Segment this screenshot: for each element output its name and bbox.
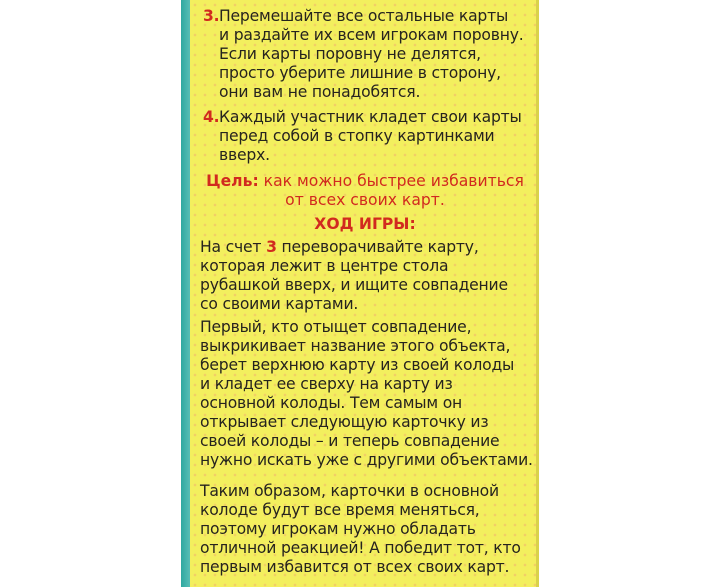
step-3-text (219, 7, 543, 102)
para-1-line: со своими картами. (200, 295, 359, 313)
goal-text-line-2: от всех своих карт. (285, 191, 445, 209)
section-heading: ХОД ИГРЫ: (314, 215, 416, 233)
para-3-line: колоде будут все время меняться, (200, 501, 480, 519)
step-3-line: Если карты поровну не делятся, (219, 45, 481, 63)
paragraph-3 (200, 482, 540, 577)
step-4-number: 4. (203, 108, 220, 126)
para-3-line: Таким образом, карточки в основной (200, 482, 499, 500)
para-2-line: нужно искать уже с другими объектами. (200, 451, 533, 469)
goal-label: Цель: (206, 172, 259, 190)
step-4-text (219, 108, 543, 165)
goal-statement (195, 172, 535, 210)
para-2-line: и кладет ее сверху на карту из (200, 375, 453, 393)
count-number: 3 (266, 238, 277, 256)
step-3-line: они вам не понадобятся. (219, 83, 421, 101)
para-1-prefix: На счет (200, 238, 262, 256)
para-3-line: первым избавится от всех своих карт. (200, 558, 510, 576)
step-4-line: Каждый участник кладет свои карты (219, 108, 522, 126)
para-1-suffix: переворачивайте карту, (281, 238, 479, 256)
step-3-number: 3. (203, 7, 220, 25)
para-2-line: основной колоды. Тем самым он (200, 394, 463, 412)
para-2-line: берет верхнюю карту из своей колоды (200, 356, 515, 374)
para-3-line: поэтому игрокам нужно обладать (200, 520, 476, 538)
para-2-line: Первый, кто отыщет совпадение, (200, 318, 472, 336)
step-4-line: вверх. (219, 146, 270, 164)
goal-text: как можно быстрее избавиться (263, 172, 524, 190)
para-3-line: отличной реакцией! А победит тот, кто (200, 539, 521, 557)
paragraph-1 (200, 238, 540, 314)
step-4-line: перед собой в стопку картинками (219, 127, 495, 145)
para-2-line: выкрикивает название этого объекта, (200, 337, 511, 355)
step-3-line: Перемешайте все остальные карты (219, 7, 509, 25)
step-3-line: просто уберите лишние в сторону, (219, 64, 501, 82)
para-2-line: своей колоды – и теперь совпадение (200, 432, 500, 450)
step-3-line: и раздайте их всем игрокам поровну. (219, 26, 524, 44)
step-3 (203, 7, 543, 102)
para-1-line: рубашкой вверх, и ищите совпадение (200, 276, 508, 294)
para-2-line: открывает следующую карточку из (200, 413, 489, 431)
paragraph-2 (200, 318, 540, 470)
para-1-line: которая лежит в центре стола (200, 257, 449, 275)
step-4 (203, 108, 543, 165)
